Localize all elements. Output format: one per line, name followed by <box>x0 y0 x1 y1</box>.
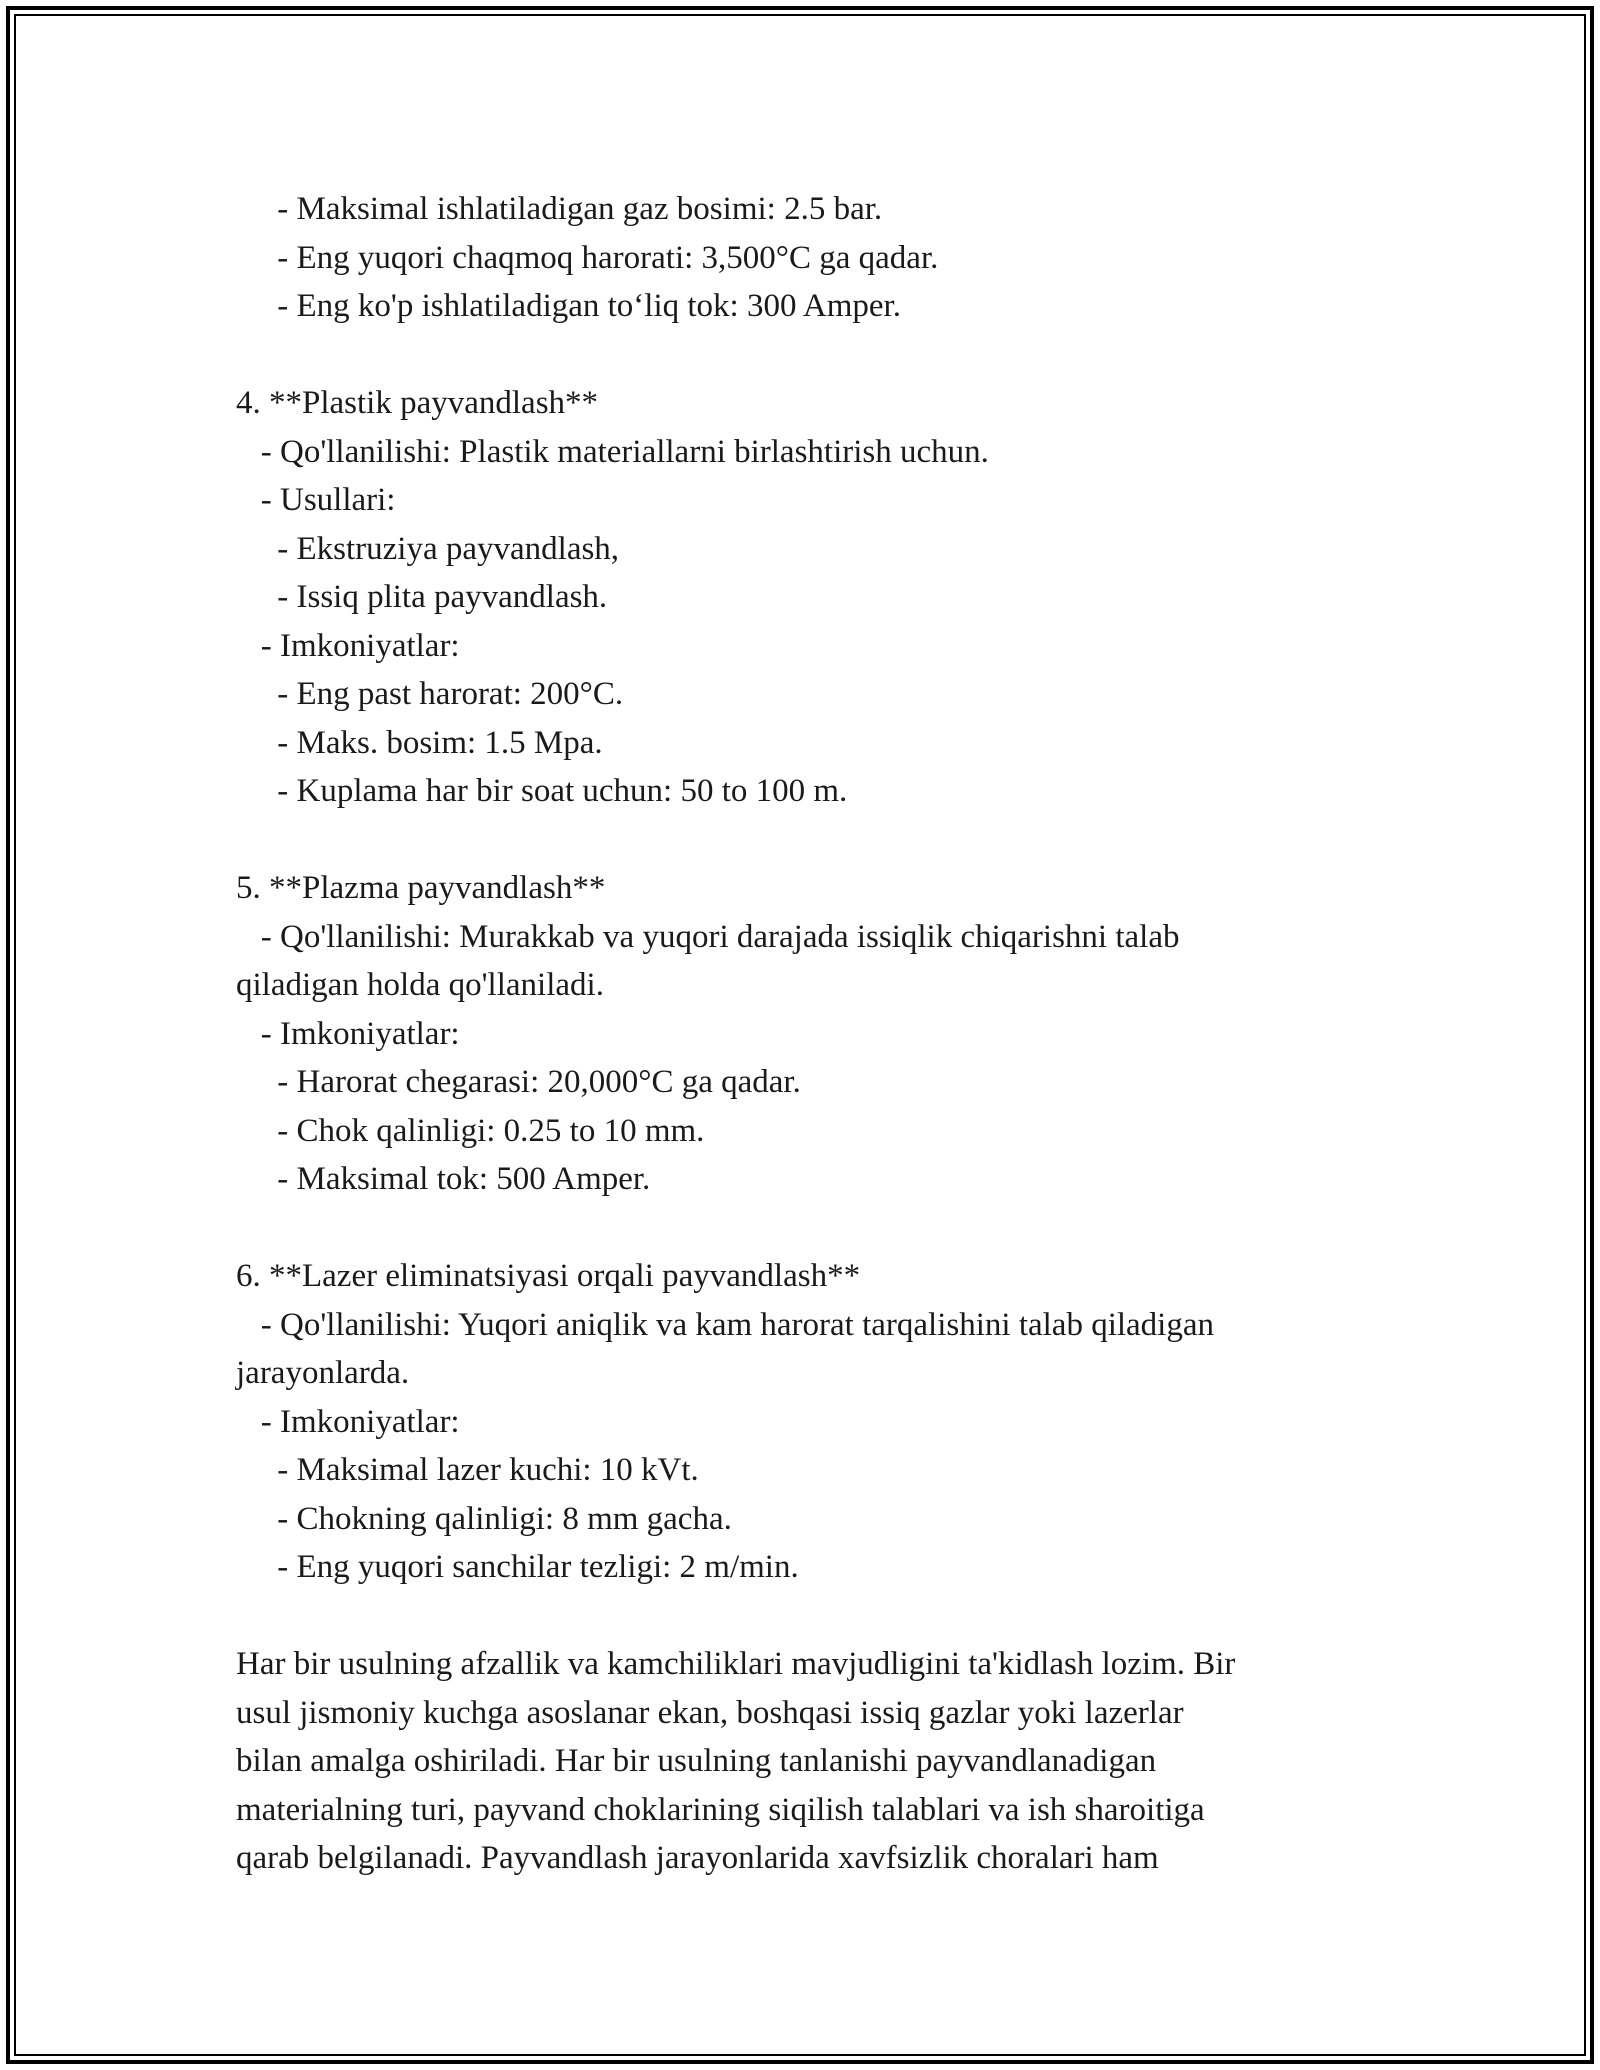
text-line: - Chokning qalinligi: 8 mm gacha. <box>236 1500 732 1537</box>
text-line: jarayonlarda. <box>236 1355 410 1391</box>
text-line: materialning turi, payvand choklarining siqilish talablari va ish sharoitiga <box>236 1791 1205 1828</box>
text-line: - Maksimal ishlatiladigan gaz bosimi: 2.5 bar. <box>236 191 883 227</box>
text-line: - Eng past harorat: 200°C. <box>236 676 624 712</box>
text-line: - Qo'llanilishi: Plastik materiallarni birlashtirish uchun. <box>236 433 989 470</box>
text-line: - Imkoniyatlar: <box>236 1015 460 1052</box>
text-line: qarab belgilanadi. Payvandlash jarayonlarida xavfsizlik choralari ham <box>236 1840 1159 1876</box>
text-line: - Harorat chegarasi: 20,000°C ga qadar. <box>236 1064 801 1100</box>
text-line: - Kuplama har bir soat uchun: 50 to 100 m. <box>236 773 848 809</box>
section-heading: 5. **Plazma payvandlash** <box>236 870 606 906</box>
text-line: - Eng ko'p ishlatiladigan to‘liq tok: 300 Amper. <box>236 288 901 324</box>
text-line: bilan amalga oshiriladi. Har bir usulning tanlanishi payvandlanadigan <box>236 1743 1157 1779</box>
paragraph-gap <box>236 331 1366 380</box>
text-line: - Eng yuqori chaqmoq harorati: 3,500°C ga qadar. <box>236 239 939 276</box>
text-line: - Issiq plita payvandlash. <box>236 579 608 615</box>
text-line: - Maks. bosim: 1.5 Mpa. <box>236 724 603 761</box>
text-line: qiladigan holda qo'llaniladi. <box>236 967 604 1003</box>
text-line: usul jismoniy kuchga asoslanar ekan, boshqasi issiq gazlar yoki lazerlar <box>236 1694 1184 1731</box>
text-line: - Chok qalinligi: 0.25 to 10 mm. <box>236 1112 705 1149</box>
section-heading: 6. **Lazer eliminatsiyasi orqali payvandlash** <box>236 1258 861 1294</box>
text-line: - Imkoniyatlar: <box>236 1403 460 1440</box>
text-line: - Ekstruziya payvandlash, <box>236 530 620 567</box>
text-line: - Qo'llanilishi: Yuqori aniqlik va kam harorat tarqalishini talab qiladigan <box>236 1306 1214 1343</box>
paragraph-gap <box>236 816 1366 865</box>
text-line: - Maksimal lazer kuchi: 10 kVt. <box>236 1452 699 1488</box>
section-heading: 4. **Plastik payvandlash** <box>236 385 599 421</box>
text-line: - Usullari: <box>236 482 396 518</box>
text-line: - Eng yuqori sanchilar tezligi: 2 m/min. <box>236 1549 799 1585</box>
paragraph-gap <box>236 1592 1366 1641</box>
section-5-plazma <box>236 864 1366 1204</box>
section-6-lazer <box>236 1252 1366 1592</box>
text-line: - Maksimal tok: 500 Amper. <box>236 1161 651 1197</box>
text-line: - Imkoniyatlar: <box>236 627 460 664</box>
text-line: Har bir usulning afzallik va kamchiliklari mavjudligini ta'kidlash lozim. Bir <box>236 1646 1236 1682</box>
document-body <box>236 185 1366 1883</box>
closing-paragraph <box>236 1640 1366 1883</box>
section-4-plastik <box>236 379 1366 816</box>
paragraph-gap <box>236 1204 1366 1253</box>
text-line: - Qo'llanilishi: Murakkab va yuqori darajada issiqlik chiqarishni talab <box>236 918 1180 955</box>
section-3-capabilities <box>236 185 1366 331</box>
